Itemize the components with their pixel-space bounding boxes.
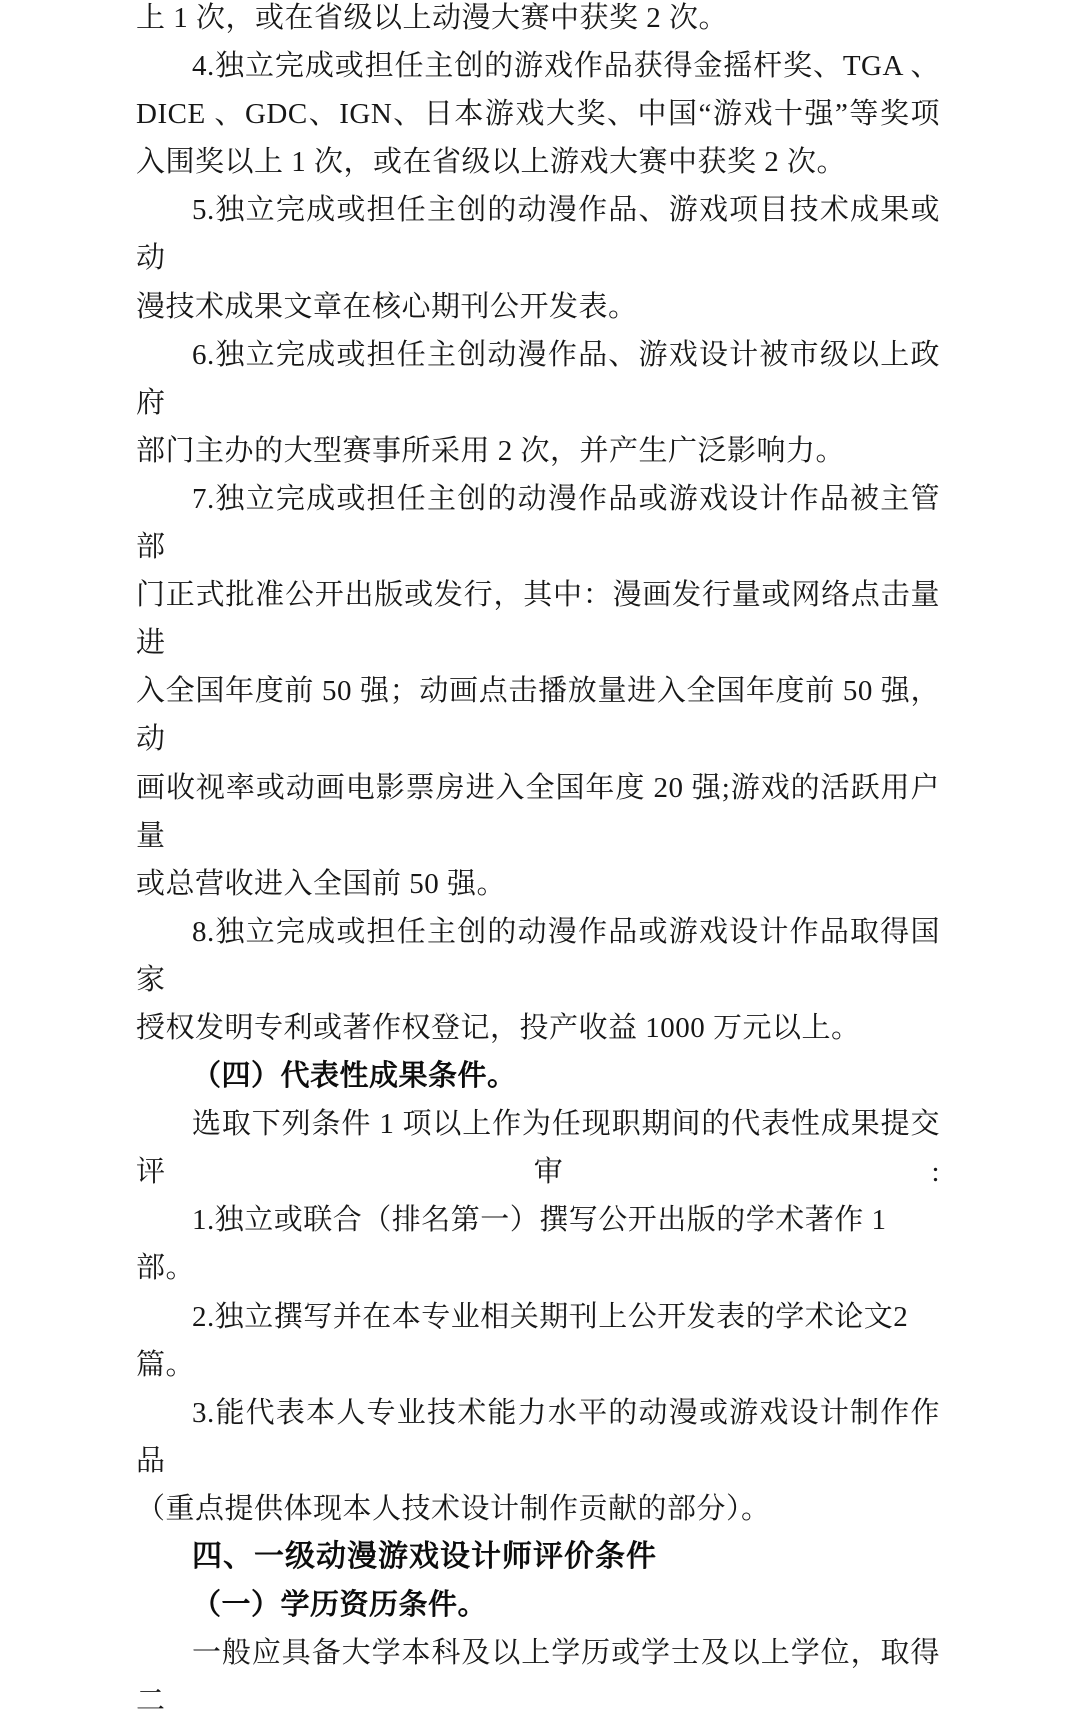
section-heading-education-qualification: （一）学历资历条件。 [192,1589,488,1622]
chapter-heading-level-one-designer: 四、一级动漫游戏设计师评价条件 [192,1540,657,1573]
text-line: 2.独立撰写并在本专业相关期刊上公开发表的学术论文2篇。 [136,1300,909,1381]
text-line: 3.能代表本人专业技术能力水平的动漫或游戏设计制作作品 [136,1396,940,1477]
text-line: 画收视率或动画电影票房进入全国年度 20 强;游戏的活跃用户量 [136,771,940,852]
text-line: DICE 、GDC、IGN、日本游戏大奖、中国“游戏十强”等奖项 [136,98,940,131]
text-line: （重点提供体现本人技术设计制作贡献的部分）。 [136,1492,771,1525]
text-line: 6.独立完成或担任主创动漫作品、游戏设计被市级以上政府 [136,338,940,419]
text-line: 1.独立或联合（排名第一）撰写公开出版的学术著作 1 部。 [136,1204,887,1285]
text-line: 选取下列条件 1 项以上作为任现职期间的代表性成果提交评审: [136,1108,940,1189]
text-line: 授权发明专利或著作权登记，投产收益 1000 万元以上。 [136,1011,861,1044]
text-line: 一般应具备大学本科及以上学历或学士及以上学位，取得二 [136,1637,940,1718]
text-line: 7.独立完成或担任主创的动漫作品或游戏设计作品被主管部 [136,482,940,564]
section-heading-representative-achievements: （四）代表性成果条件。 [192,1060,517,1093]
text-line: 8.独立完成或担任主创的动漫作品或游戏设计作品取得国家 [136,915,940,996]
text-line: 门正式批准公开出版或发行，其中：漫画发行量或网络点击量进 [136,579,940,660]
text-line: 部门主办的大型赛事所采用 2 次，并产生广泛影响力。 [136,434,846,467]
text-line: 漫技术成果文章在核心期刊公开发表。 [136,290,638,323]
text-line: 入全国年度前 50 强；动画点击播放量进入全国年度前 50 强，动 [136,675,940,756]
text-line: 上 1 次，或在省级以上动漫大赛中获奖 2 次。 [136,2,729,34]
text-line: 4.独立完成或担任主创的游戏作品获得金摇杆奖、TGA 、 [192,50,940,83]
text-line: 入围奖以上 1 次，或在省级以上游戏大赛中获奖 2 次。 [136,146,847,179]
text-line: 或总营收进入全国前 50 强。 [136,867,507,900]
text-line: 5.独立完成或担任主创的动漫作品、游戏项目技术成果或动 [136,194,940,275]
